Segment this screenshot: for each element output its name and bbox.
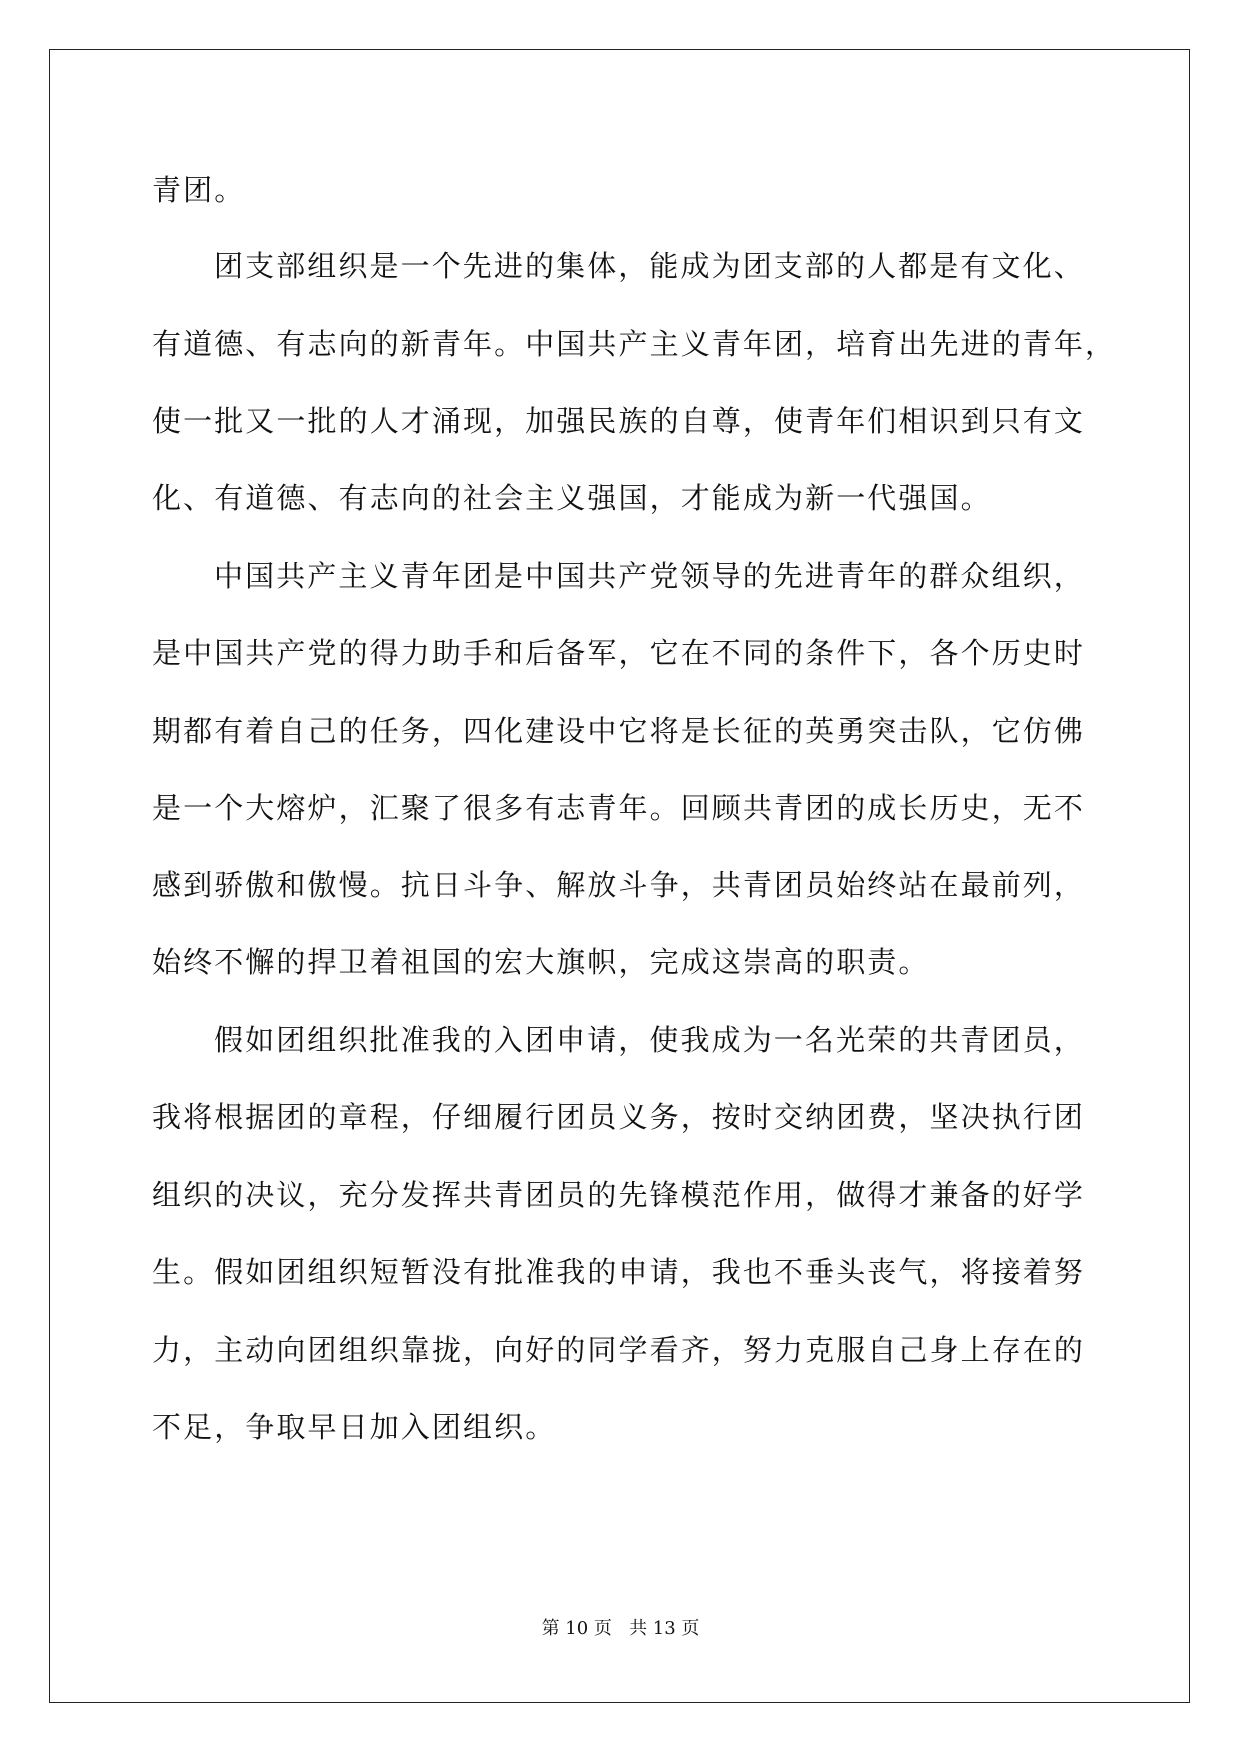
paragraph-first-line: 中国共产主义青年团是中国共产党领导的先进青年的群众组织， — [214, 559, 1085, 593]
text-line: 青团。 — [152, 173, 246, 207]
text-line: 使一批又一批的人才涌现，加强民族的自尊，使青年们相识到只有文 — [152, 404, 1086, 438]
text-line: 力，主动向团组织靠拢，向好的同学看齐，努力克服自己身上存在的 — [152, 1333, 1086, 1367]
text-line: 是中国共产党的得力助手和后备军，它在不同的条件下，各个历史时 — [152, 636, 1086, 670]
page-number-footer: 第 10 页 共 13 页 — [541, 1618, 700, 1639]
paragraph-first-line: 假如团组织批准我的入团申请，使我成为一名光荣的共青团员， — [214, 1023, 1085, 1057]
text-line: 感到骄傲和傲慢。抗日斗争、解放斗争，共青团员始终站在最前列， — [152, 868, 1086, 902]
text-line: 有道德、有志向的新青年。中国共产主义青年团，培育出先进的青年， — [152, 327, 1117, 361]
paragraph-first-line: 团支部组织是一个先进的集体，能成为团支部的人都是有文化、 — [214, 249, 1085, 283]
text-line: 生。假如团组织短暂没有批准我的申请，我也不垂头丧气，将接着努 — [152, 1255, 1086, 1289]
text-line: 不足，争取早日加入团组织。 — [152, 1410, 557, 1444]
text-line: 期都有着自己的任务，四化建设中它将是长征的英勇突击队，它仿佛 — [152, 714, 1086, 748]
text-line: 我将根据团的章程，仔细履行团员义务，按时交纳团费，坚决执行团 — [152, 1100, 1086, 1134]
text-line: 化、有道德、有志向的社会主义强国，才能成为新一代强国。 — [152, 481, 992, 515]
text-line: 是一个大熔炉，汇聚了很多有志青年。回顾共青团的成长历史，无不 — [152, 791, 1086, 825]
text-line: 组织的决议，充分发挥共青团员的先锋模范作用，做得才兼备的好学 — [152, 1178, 1086, 1212]
text-line: 始终不懈的捍卫着祖国的宏大旗帜，完成这崇高的职责。 — [152, 945, 930, 979]
